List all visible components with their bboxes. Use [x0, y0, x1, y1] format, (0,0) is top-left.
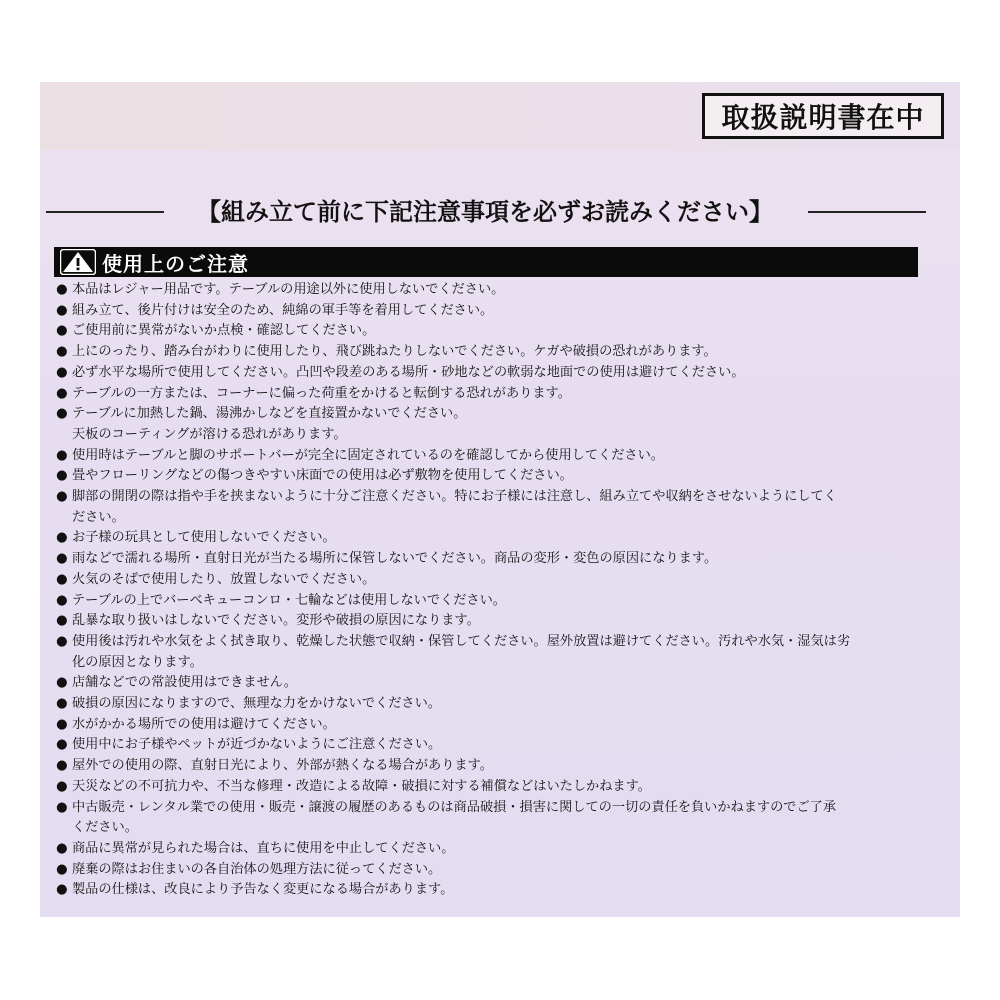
caution-item [56, 611, 924, 632]
caution-text: ● 本品はレジャー用品です。テーブルの用途以外に使用しないでください。 [72, 282, 505, 297]
caution-item [56, 404, 924, 445]
caution-item [56, 363, 924, 384]
caution-text: ● テーブルの一方または、コーナーに偏った荷重をかけると転倒する恐れがあります。 [72, 385, 571, 401]
caution-text: ● 屋外での使用の際、直射日光により、外部が熱くなる場合があります。 [72, 758, 493, 774]
caution-item [56, 591, 924, 612]
caution-item [56, 756, 924, 777]
caution-item [56, 839, 924, 860]
caution-text: ● テーブルに加熱した鍋、湯沸かしなどを直接置かないでください。 [72, 406, 467, 422]
warning-triangle-icon [60, 249, 96, 275]
caution-item [56, 860, 924, 881]
section-title: 使用上のご注意 [102, 251, 249, 276]
caution-list [56, 280, 924, 901]
caution-text: ● 畳やフローリングなどの傷つきやすい床面での使用は必ず敷物を使用してください。 [72, 468, 573, 484]
caution-item [56, 777, 924, 798]
notice-heading-row [40, 194, 960, 230]
caution-item [56, 446, 924, 467]
caution-item [56, 280, 924, 301]
caution-text: ● 雨などで濡れる場所・直射日光が当たる場所に保管しないでください。商品の変形・変色の原因になります。 [72, 551, 718, 567]
caution-item [56, 880, 924, 901]
heading-rule-right [808, 211, 926, 213]
caution-item [56, 632, 924, 673]
caution-text: ● 中古販売・レンタル業での使用・販売・譲渡の履歴のあるものは商品破損・損害に関しての一切の責任を負いかねますのでご了承 [72, 799, 837, 815]
caution-item [56, 673, 924, 694]
caution-text: ● 店舗などでの常設使用はできません。 [72, 675, 297, 691]
caution-item [56, 384, 924, 405]
instruction-sheet [40, 82, 960, 917]
usage-caution-bar [54, 247, 918, 277]
caution-item [56, 715, 924, 736]
caution-item [56, 798, 924, 839]
caution-text-continued: 天板のコーティングが溶ける恐れがあります。 [72, 426, 347, 442]
caution-item [56, 321, 924, 342]
caution-text: ● お子様の玩具として使用しないでください。 [72, 530, 336, 546]
heading-rule-left [46, 211, 164, 213]
caution-text: ● 使用後は汚れや水気をよく拭き取り、乾燥した状態で収納・保管してください。屋外放置は避けてください。汚れや水気・湿気は劣 [72, 633, 851, 649]
caution-item [56, 342, 924, 363]
caution-text: ● 水がかかる場所での使用は避けてください。 [72, 716, 336, 732]
top-band [40, 82, 960, 150]
caution-text: ● 上にのったり、踏み台がわりに使用したり、飛び跳ねたりしないでください。ケガや破損の恐れがあります。 [72, 344, 717, 360]
caution-text: ● テーブルの上でバーベキューコンロ・七輪などは使用しないでください。 [72, 592, 506, 608]
caution-text: ● 天災などの不可抗力や、不当な修理・改造による故障・破損に対する補償などはいたしかねます。 [72, 778, 651, 794]
caution-text: ● 脚部の開閉の際は指や手を挟まないように十分ご注意ください。特にお子様には注意し、組み立てや収納をさせないようにしてく [72, 489, 837, 505]
notice-heading: 【組み立て前に下記注意事項を必ずお読みください】 [197, 198, 773, 226]
caution-item [56, 301, 924, 322]
caution-item [56, 528, 924, 549]
caution-text-continued: ださい。 [72, 509, 125, 525]
caution-text-continued: ください。 [72, 820, 138, 836]
manual-enclosed-badge: 取扱説明書在中 [702, 93, 944, 139]
caution-text: ● 商品に異常が見られた場合は、直ちに使用を中止してください。 [72, 840, 455, 856]
caution-text: ● 使用時はテーブルと脚のサポートバーが完全に固定されているのを確認してから使用してください。 [72, 447, 664, 463]
caution-text: ● ご使用前に異常がないか点検・確認してください。 [72, 323, 376, 339]
caution-text: ● 組み立て、後片付けは安全のため、純綿の軍手等を着用してください。 [72, 302, 494, 318]
caution-item [56, 694, 924, 715]
caution-text: ● 製品の仕様は、改良により予告なく変更になる場合があります。 [72, 882, 454, 898]
caution-item [56, 549, 924, 570]
caution-text: ● 火気のそばで使用したり、放置しないでください。 [72, 571, 376, 587]
caution-item [56, 466, 924, 487]
caution-item [56, 735, 924, 756]
caution-text: ● 必ず水平な場所で使用してください。凸凹や段差のある場所・砂地などの軟弱な地面での使用は避けてください。 [72, 364, 745, 380]
caution-text: ● 破損の原因になりますので、無理な力をかけないでください。 [72, 696, 441, 712]
caution-text-continued: 化の原因となります。 [72, 654, 203, 670]
caution-item [56, 487, 924, 528]
caution-text: ● 廃棄の際はお住まいの各自治体の処理方法に従ってください。 [72, 861, 442, 877]
caution-item [56, 570, 924, 591]
caution-text: ● 乱暴な取り扱いはしないでください。変形や破損の原因になります。 [72, 613, 480, 629]
caution-text: ● 使用中にお子様やペットが近づかないようにご注意ください。 [72, 737, 442, 753]
